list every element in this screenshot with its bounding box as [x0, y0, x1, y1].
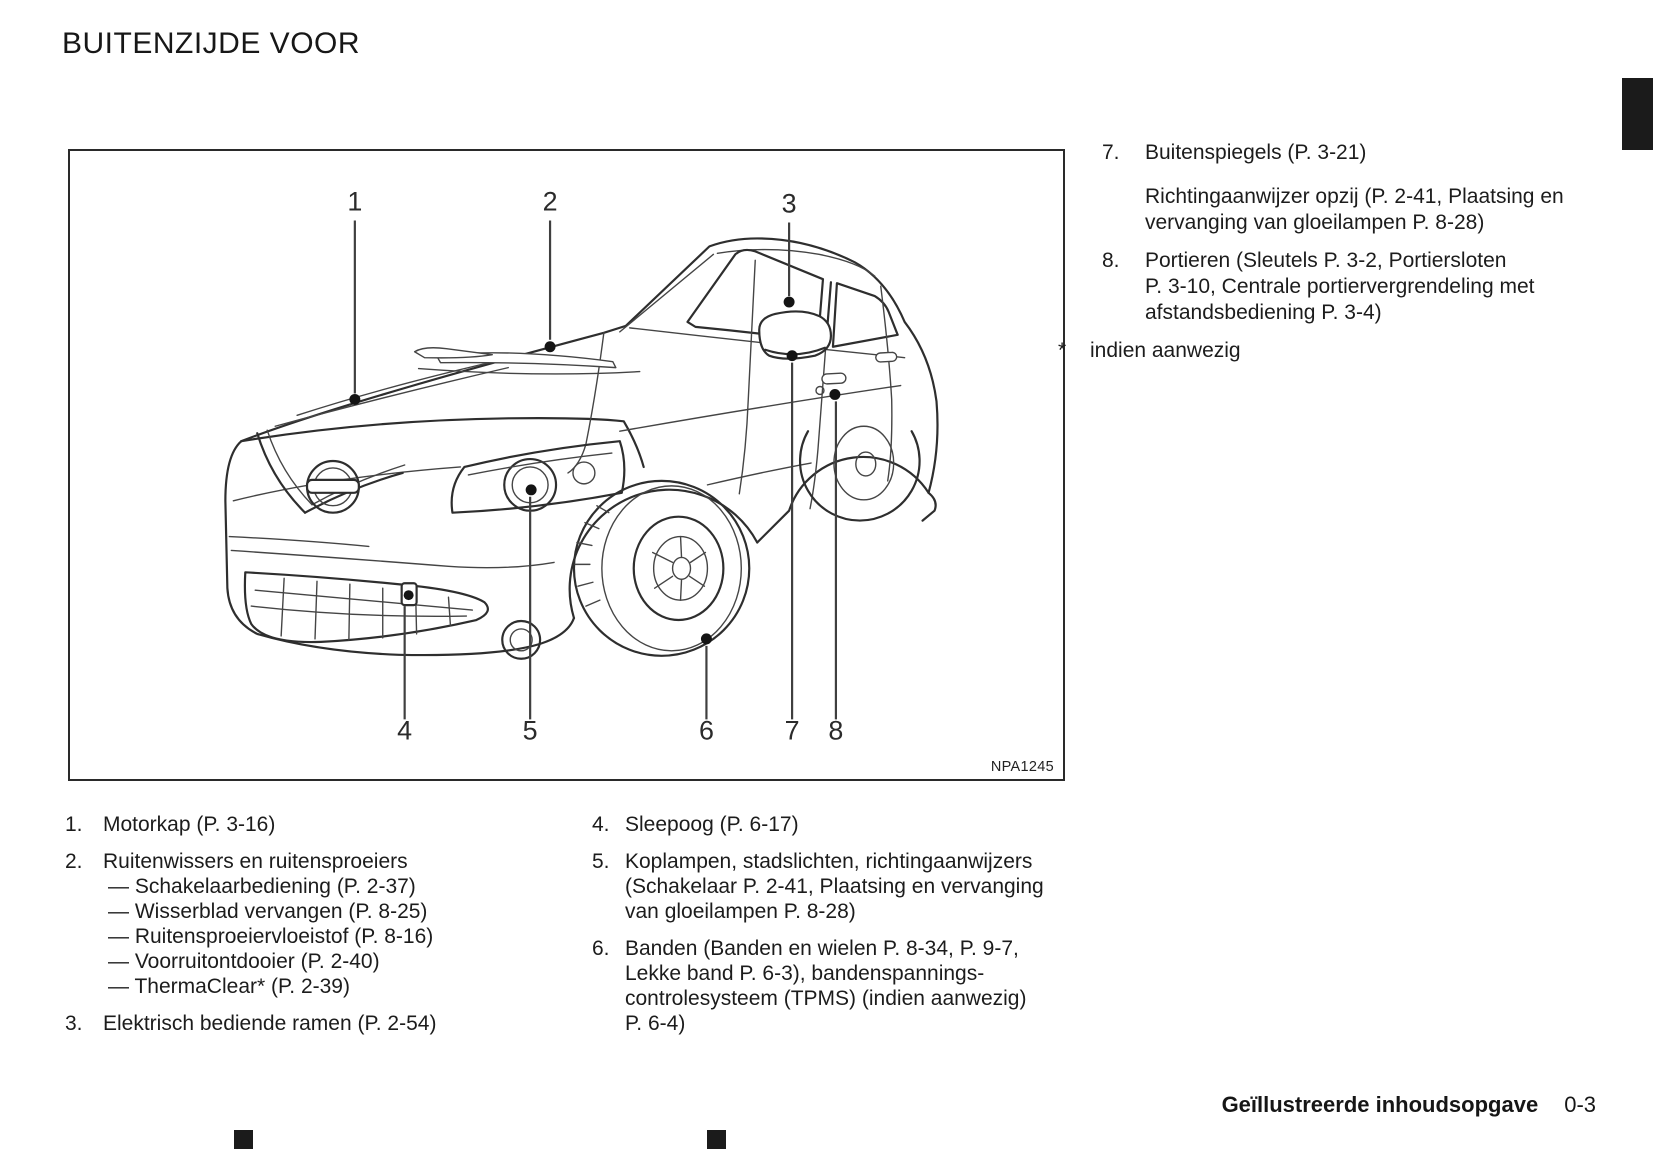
list-row	[1058, 338, 1623, 364]
legend-column-right	[592, 812, 1097, 1036]
item-number	[70, 899, 108, 924]
car-windows-doors	[620, 250, 905, 509]
item-number	[592, 874, 625, 899]
list-row	[592, 936, 1097, 961]
callout-number: 2	[542, 186, 558, 217]
list-row	[65, 874, 570, 899]
print-registration-mark	[707, 1130, 726, 1149]
callout-numbers	[347, 187, 843, 746]
list-row	[592, 986, 1097, 1011]
figure-box	[68, 149, 1065, 781]
item-number	[70, 949, 108, 974]
item-number: 5.	[592, 850, 610, 873]
front-door-handle	[822, 373, 846, 384]
item-number: 6.	[592, 937, 610, 960]
item-number: 3.	[65, 1012, 83, 1035]
item-number: 8.	[1102, 249, 1120, 272]
item-number: 4.	[592, 813, 610, 836]
list-row	[592, 812, 1097, 837]
item-number	[70, 924, 108, 949]
item-number	[70, 974, 108, 999]
item-number: 1.	[65, 813, 83, 836]
item-number	[1102, 300, 1145, 326]
item-text: P. 6-4)	[625, 1012, 686, 1035]
list-row	[65, 949, 570, 974]
list-row	[1058, 184, 1623, 210]
item-text: Motorkap (P. 3-16)	[103, 813, 276, 836]
page-title: BUITENZIJDE VOOR	[62, 27, 361, 60]
item-number	[592, 1011, 625, 1036]
item-text: Elektrisch bediende ramen (P. 2-54)	[103, 1012, 437, 1035]
list-row	[592, 1011, 1097, 1036]
chapter-thumb-tab	[1622, 78, 1653, 150]
item-text: — Ruitensproeiervloeistof (P. 8-16)	[108, 925, 434, 948]
fog-lamp	[502, 621, 540, 659]
callout-number: 6	[698, 715, 714, 746]
callout-number: 1	[347, 186, 363, 217]
item-text: Sleepoog (P. 6-17)	[625, 813, 799, 836]
item-text: Portieren (Sleutels P. 3-2, Portiersloten	[1145, 249, 1507, 272]
front-wheel	[574, 481, 749, 656]
item-number	[1102, 210, 1145, 236]
item-text: controlesysteem (TPMS) (indien aanwezig)	[625, 987, 1027, 1010]
car-illustration	[70, 151, 1063, 779]
item-text: vervanging van gloeilampen P. 8-28)	[1145, 211, 1485, 234]
list-row	[592, 849, 1097, 874]
item-text: indien aanwezig	[1090, 339, 1241, 362]
item-text: (Schakelaar P. 2-41, Plaatsing en vervanging	[625, 875, 1044, 898]
item-text: P. 3-10, Centrale portiervergrendeling met	[1145, 275, 1535, 298]
rear-door-handle	[876, 352, 897, 362]
item-text: — Schakelaarbediening (P. 2-37)	[108, 875, 416, 898]
item-number	[592, 961, 625, 986]
item-text: — ThermaClear* (P. 2-39)	[108, 975, 350, 998]
windshield-wipers	[415, 348, 640, 374]
figure-code: NPA1245	[990, 759, 1054, 775]
list-row	[1058, 300, 1623, 326]
page-footer	[1222, 1092, 1596, 1118]
item-text: Banden (Banden en wielen P. 8-34, P. 9-7,	[625, 937, 1019, 960]
item-number	[592, 899, 625, 924]
list-row	[65, 812, 570, 837]
list-row	[592, 874, 1097, 899]
item-text: Buitenspiegels (P. 3-21)	[1145, 141, 1367, 164]
item-number	[1102, 184, 1145, 210]
car-front-face	[229, 430, 624, 659]
callout-number: 4	[397, 715, 413, 746]
callout-number: 7	[784, 715, 800, 746]
list-row	[592, 899, 1097, 924]
nissan-badge	[307, 461, 359, 513]
footer-section: Geïllustreerde inhoudsopgave	[1221, 1092, 1539, 1117]
notes-column	[1058, 140, 1623, 364]
list-row	[65, 1011, 570, 1036]
item-number	[70, 874, 108, 899]
legend-column-left	[65, 812, 570, 1036]
list-row	[65, 974, 570, 999]
item-number	[592, 986, 625, 1011]
item-text: Koplampen, stadslichten, richtingaanwijzers	[625, 850, 1033, 873]
list-row	[65, 899, 570, 924]
callout-number: 8	[828, 715, 844, 746]
list-row	[1058, 140, 1623, 166]
item-number: 2.	[65, 850, 83, 873]
item-text: Richtingaanwijzer opzij (P. 2-41, Plaatsing en	[1145, 185, 1564, 208]
item-text: van gloeilampen P. 8-28)	[625, 900, 856, 923]
item-text: — Wisserblad vervangen (P. 8-25)	[108, 900, 428, 923]
item-text: afstandsbediening P. 3-4)	[1145, 301, 1382, 324]
car-body-outline	[225, 238, 937, 655]
print-registration-mark	[234, 1130, 253, 1149]
item-text: Ruitenwissers en ruitensproeiers	[103, 850, 408, 873]
list-row	[65, 849, 570, 874]
list-row	[1058, 274, 1623, 300]
footer-page-number: 0-3	[1564, 1092, 1596, 1117]
item-text: Lekke band P. 6-3), bandenspannings-	[625, 962, 985, 985]
item-number	[1102, 274, 1145, 300]
callout-number: 5	[522, 715, 538, 746]
callout-number: 3	[781, 188, 797, 219]
list-row	[1058, 210, 1623, 236]
item-text: — Voorruitontdooier (P. 2-40)	[108, 950, 380, 973]
item-number: 7.	[1102, 141, 1120, 164]
list-row	[592, 961, 1097, 986]
list-row	[1058, 248, 1623, 274]
list-row	[65, 924, 570, 949]
item-number: *	[1058, 339, 1067, 362]
